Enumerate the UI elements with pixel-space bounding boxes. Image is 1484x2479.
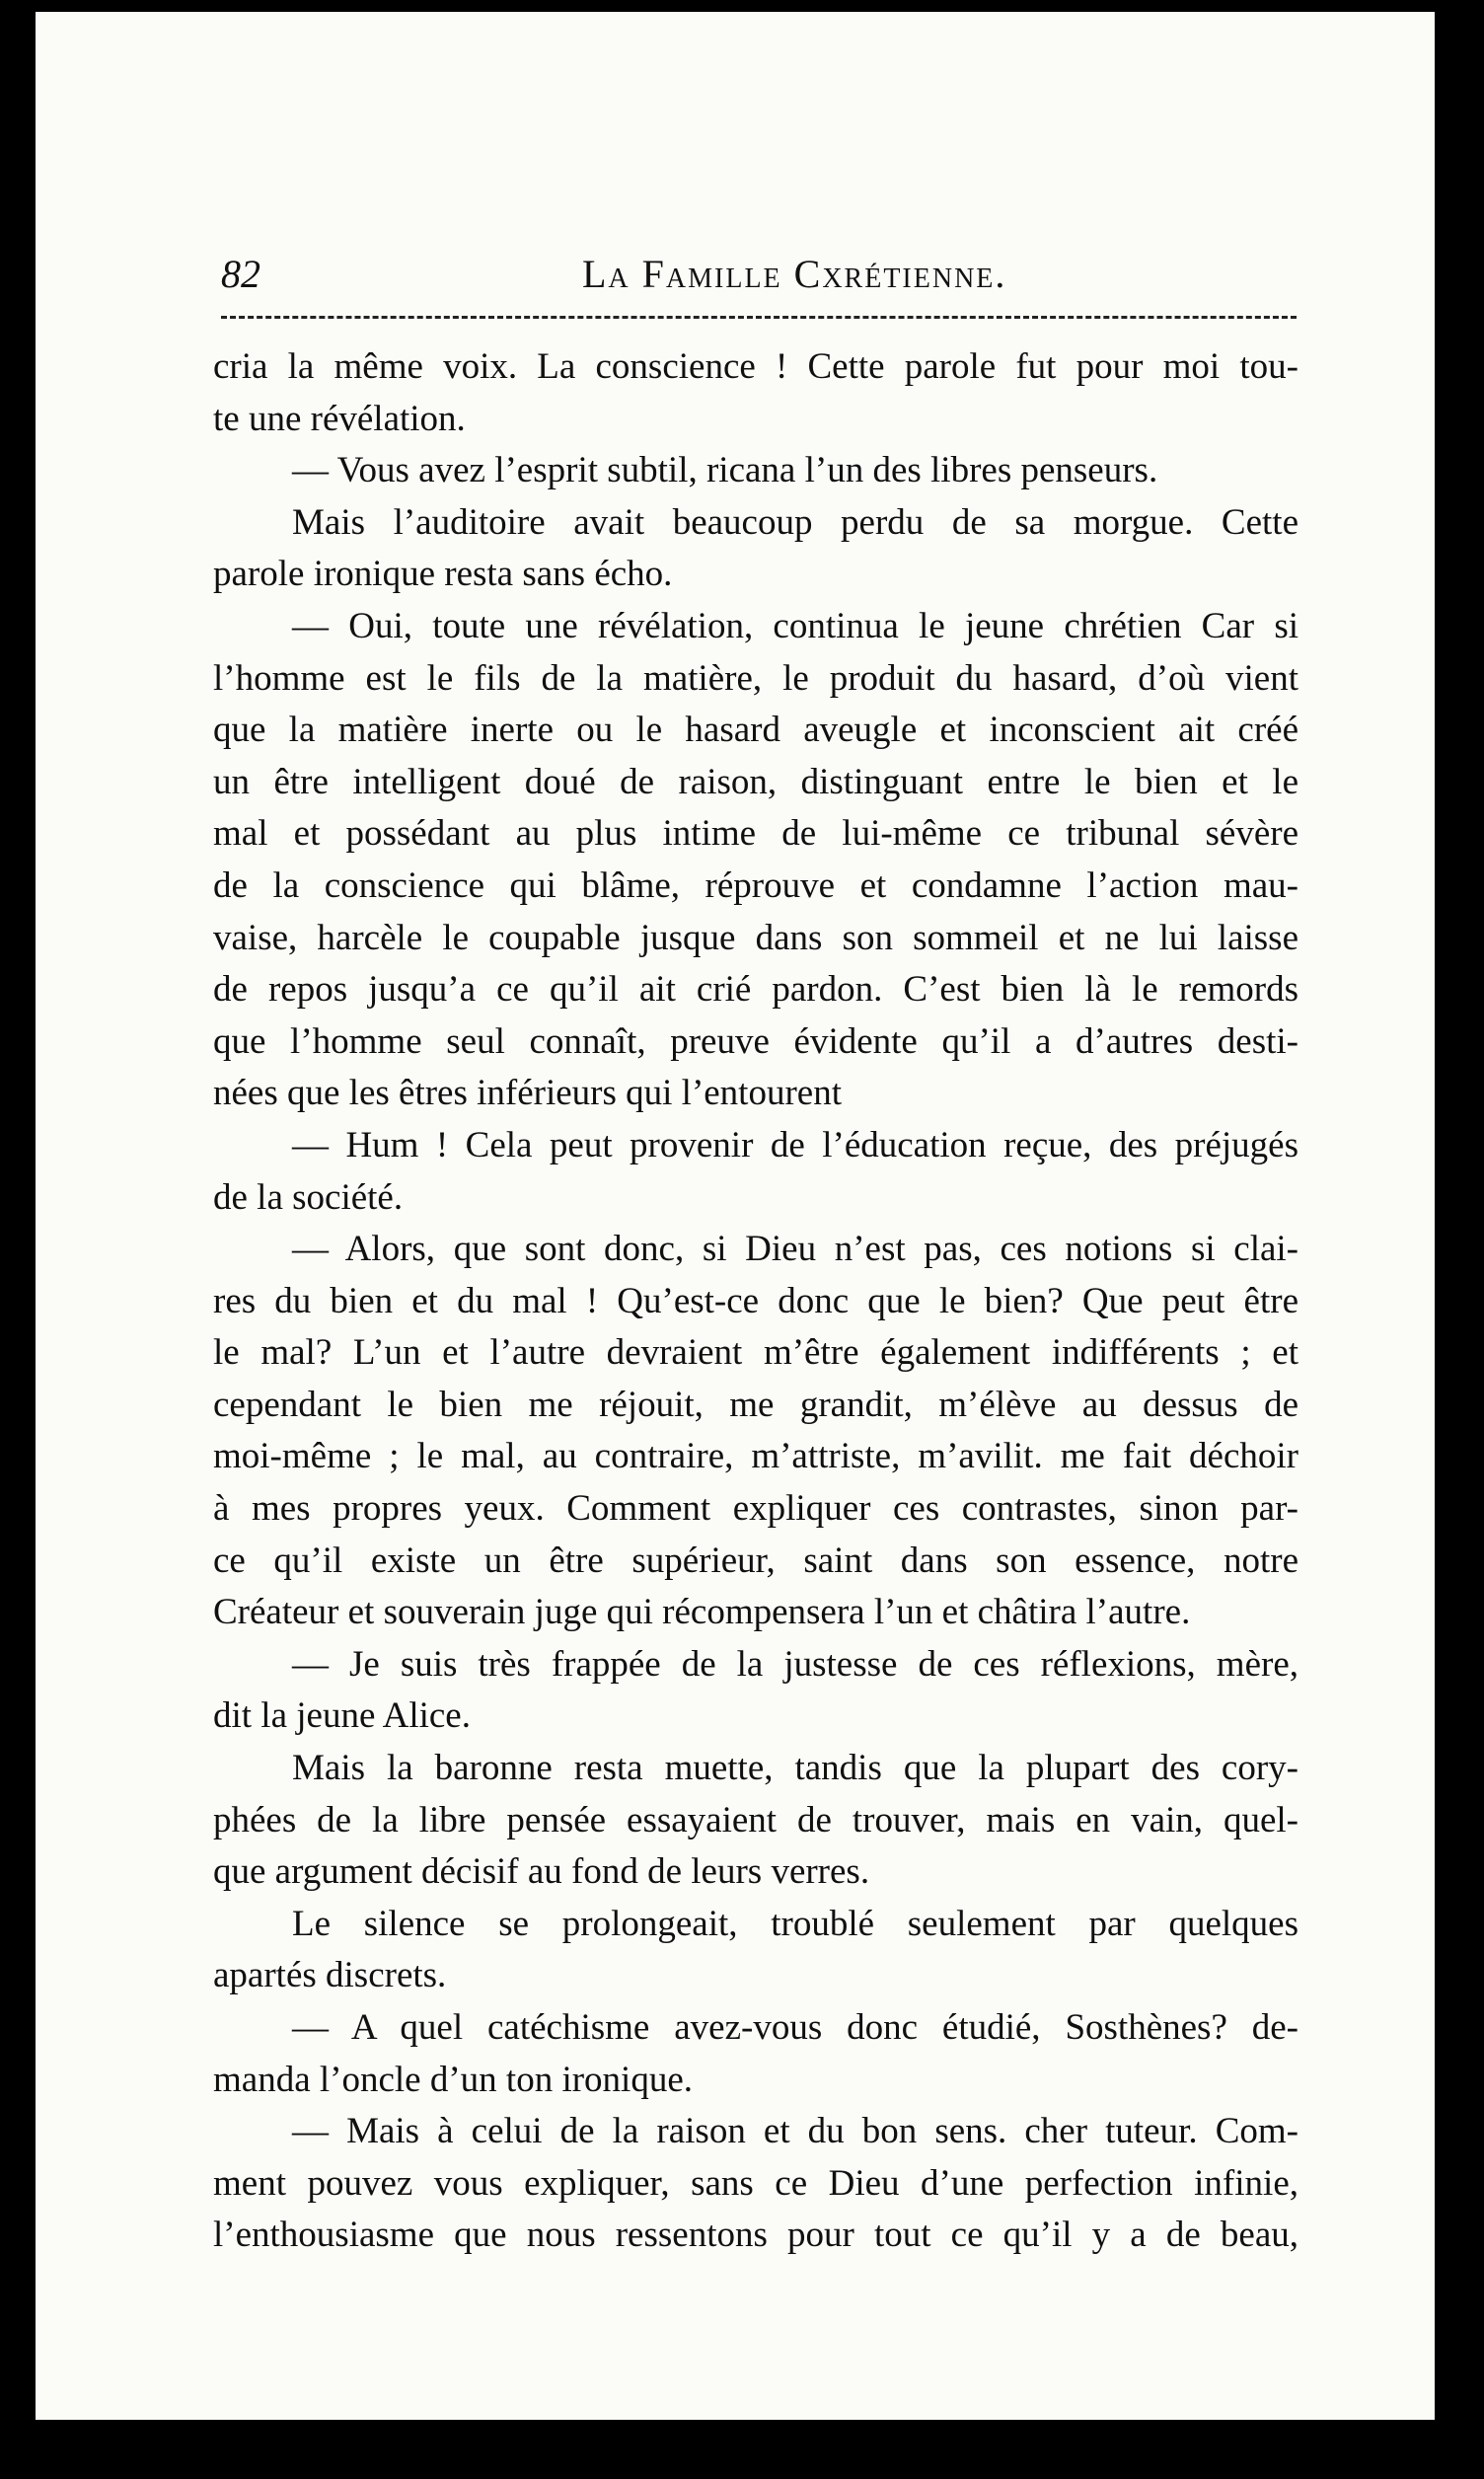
- text-line: dit la jeune Alice.: [213, 1695, 471, 1737]
- text-line: vaise, harcèle le coupable jusque dans son sommeil et ne lui laisse: [213, 917, 1298, 958]
- text-line: à mes propres yeux. Comment expliquer ces contrastes, sinon par-: [213, 1488, 1298, 1530]
- text-line: de la société.: [213, 1176, 404, 1218]
- text-line: — Alors, que sont donc, si Dieu n’est pas, ces notions si clai-: [292, 1229, 1298, 1270]
- scan-edge-left: [0, 0, 36, 2479]
- body-text: [213, 341, 1298, 2262]
- header-rule: [221, 316, 1297, 319]
- text-line: mal et possédant au plus intime de lui-même ce tribunal sévère: [213, 813, 1298, 855]
- text-line: un être intelligent doué de raison, distinguant entre le bien et le: [213, 761, 1298, 802]
- text-line: — Oui, toute une révélation, continua le jeune chrétien Car si: [292, 605, 1298, 646]
- text-line: l’homme est le fils de la matière, le produit du hasard, d’où vient: [213, 657, 1298, 699]
- text-line: Mais la baronne resta muette, tandis que la plupart des cory-: [292, 1748, 1298, 1789]
- text-line: Mais l’auditoire avait beaucoup perdu de sa morgue. Cette: [292, 501, 1298, 543]
- text-line: te une révélation.: [213, 398, 466, 439]
- text-line: l’enthousiasme que nous ressentons pour tout ce qu’il y a de beau,: [213, 2215, 1298, 2256]
- text-line: apartés discrets.: [213, 1955, 447, 1996]
- text-line: moi-même ; le mal, au contraire, m’attriste, m’avilit. me fait déchoir: [213, 1436, 1298, 1477]
- text-line: Créateur et souverain juge qui récompensera l’un et châtira l’autre.: [213, 1592, 1191, 1633]
- text-line: — A quel catéchisme avez-vous donc étudié, Sosthènes? de-: [292, 2007, 1298, 2048]
- text-line: le mal? L’un et l’autre devraient m’être également indifférents ; et: [213, 1332, 1298, 1374]
- text-line: — Vous avez l’esprit subtil, ricana l’un des libres penseurs.: [292, 450, 1158, 491]
- text-line: cependant le bien me réjouit, me grandit, m’élève au dessus de: [213, 1384, 1298, 1425]
- text-line: ment pouvez vous expliquer, sans ce Dieu d’une perfection infinie,: [213, 2162, 1298, 2204]
- text-line: — Je suis très frappée de la justesse de ces réflexions, mère,: [292, 1643, 1298, 1685]
- text-line: ce qu’il existe un être supérieur, saint dans son essence, notre: [213, 1540, 1298, 1581]
- page-header: [221, 251, 1297, 310]
- text-line: nées que les êtres inférieurs qui l’entourent: [213, 1073, 842, 1114]
- text-line: que l’homme seul connaît, preuve évidente qu’il a d’autres desti-: [213, 1020, 1298, 1062]
- text-line: cria la même voix. La conscience ! Cette parole fut pour moi tou-: [213, 346, 1298, 387]
- text-line: que argument décisif au fond de leurs verres.: [213, 1851, 870, 1893]
- text-line: res du bien et du mal ! Qu’est-ce donc que le bien? Que peut être: [213, 1280, 1298, 1321]
- text-line: — Mais à celui de la raison et du bon sens. cher tuteur. Com-: [292, 2111, 1298, 2152]
- page-number: 82: [221, 252, 260, 296]
- text-line: que la matière inerte ou le hasard aveugle et inconscient ait créé: [213, 710, 1298, 751]
- text-line: manda l’oncle d’un ton ironique.: [213, 2059, 694, 2100]
- text-line: Le silence se prolongeait, troublé seulement par quelques: [292, 1903, 1298, 1944]
- text-line: parole ironique resta sans écho.: [213, 554, 673, 595]
- text-line: de repos jusqu’a ce qu’il ait crié pardon. C’est bien là le remords: [213, 969, 1298, 1011]
- scan-edge-right: [1435, 0, 1484, 2479]
- text-line: — Hum ! Cela peut provenir de l’éducation reçue, des préjugés: [292, 1124, 1298, 1165]
- running-title: La Famille Cxrétienne.: [582, 252, 1007, 296]
- text-line: de la conscience qui blâme, réprouve et condamne l’action mau-: [213, 864, 1298, 906]
- text-line: phées de la libre pensée essayaient de trouver, mais en vain, quel-: [213, 1799, 1298, 1840]
